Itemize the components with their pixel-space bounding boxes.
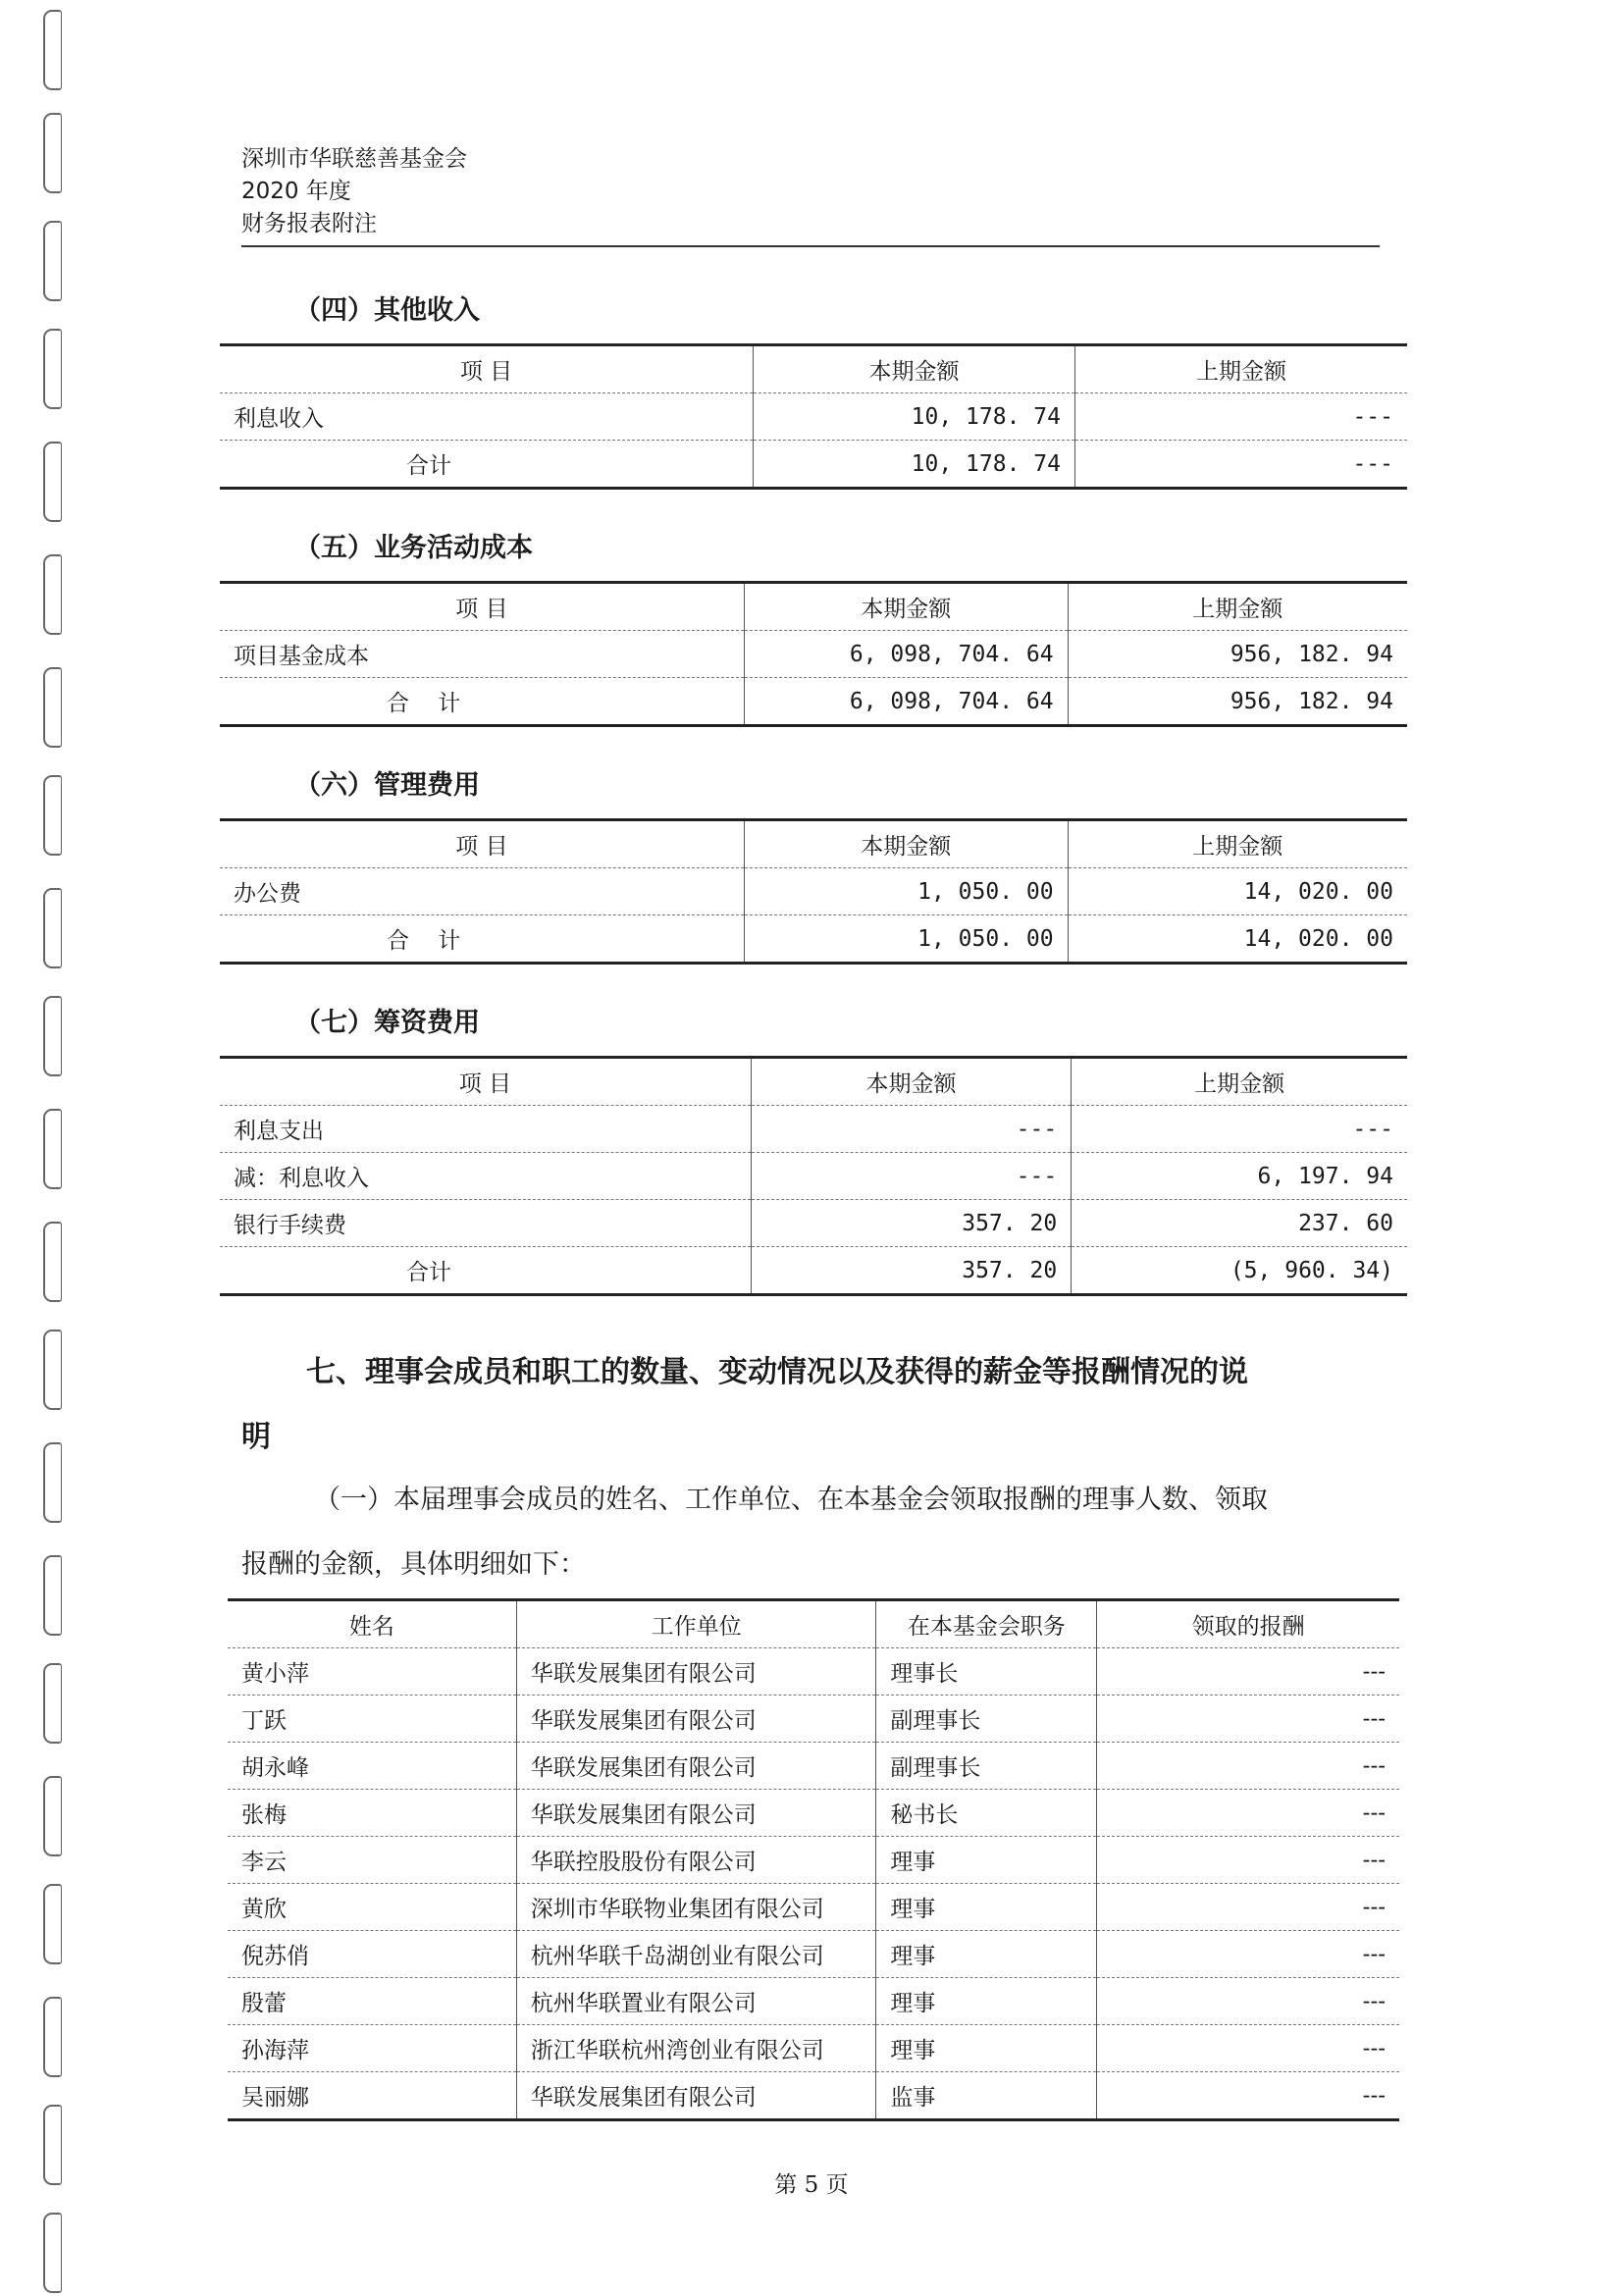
row-item: 利息支出 (220, 1106, 751, 1153)
binding-ring (43, 775, 62, 856)
binding-ring (43, 1330, 62, 1410)
table-row (228, 2025, 1399, 2072)
member-post: 理事 (876, 1837, 1097, 1884)
table-row (228, 1837, 1399, 1884)
row-item: 办公费 (220, 868, 744, 915)
member-name: 吴丽娜 (228, 2072, 516, 2120)
col-current: 本期金额 (753, 345, 1074, 393)
table-row (220, 393, 1407, 441)
admin-expense-table (220, 818, 1407, 965)
row-current: 357. 20 (751, 1247, 1071, 1295)
row-prior: 14, 020. 00 (1068, 868, 1407, 915)
table-header-row (228, 1600, 1399, 1648)
member-pay: --- (1097, 1978, 1399, 2025)
row-current: 10, 178. 74 (753, 393, 1074, 441)
member-unit: 华联发展集团有限公司 (516, 2072, 876, 2120)
row-prior: 6, 197. 94 (1072, 1153, 1407, 1200)
header-year: 2020 年度 (241, 179, 351, 204)
section-title-financing-expense: （七）筹资费用 (294, 1008, 480, 1038)
row-prior: 956, 182. 94 (1068, 678, 1407, 726)
table-row (228, 1931, 1399, 1978)
member-post: 理事 (876, 2025, 1097, 2072)
member-name: 丁跃 (228, 1696, 516, 1743)
table-header-row (220, 345, 1407, 393)
row-item: 合 计 (220, 678, 744, 726)
row-current: 357. 20 (751, 1200, 1071, 1247)
col-prior: 上期金额 (1068, 820, 1407, 868)
member-post: 秘书长 (876, 1790, 1097, 1837)
col-prior: 上期金额 (1072, 1058, 1407, 1106)
chapter-heading-line1: 七、理事会成员和职工的数量、变动情况以及获得的薪金等报酬情况的说 (306, 1355, 1248, 1389)
member-name: 张梅 (228, 1790, 516, 1837)
member-pay: --- (1097, 1837, 1399, 1884)
table-row (220, 1106, 1407, 1153)
table-row (228, 1884, 1399, 1931)
member-name: 黄欣 (228, 1884, 516, 1931)
col-prior: 上期金额 (1068, 583, 1407, 631)
col-pay: 领取的报酬 (1097, 1600, 1399, 1648)
row-item: 项目基金成本 (220, 631, 744, 678)
member-post: 监事 (876, 2072, 1097, 2120)
col-item: 项 目 (220, 1058, 751, 1106)
member-unit: 深圳市华联物业集团有限公司 (516, 1884, 876, 1931)
intro-line2: 报酬的金额，具体明细如下： (241, 1549, 586, 1580)
member-pay: --- (1097, 2025, 1399, 2072)
member-name: 胡永峰 (228, 1743, 516, 1790)
col-current: 本期金额 (744, 583, 1068, 631)
row-current: 10, 178. 74 (753, 441, 1074, 489)
member-pay: --- (1097, 1931, 1399, 1978)
header-rule (241, 245, 1380, 247)
binding-ring (43, 442, 62, 522)
binding-ring (43, 996, 62, 1076)
table-row (228, 1790, 1399, 1837)
table-row (220, 1153, 1407, 1200)
row-prior: (5, 960. 34) (1072, 1247, 1407, 1295)
binding-rings (39, 0, 69, 2296)
table-header-row (220, 1058, 1407, 1106)
table-total-row (220, 1247, 1407, 1295)
col-prior: 上期金额 (1074, 345, 1407, 393)
table-header-row (220, 583, 1407, 631)
table-row (228, 1648, 1399, 1696)
table-row (220, 868, 1407, 915)
member-unit: 杭州华联千岛湖创业有限公司 (516, 1931, 876, 1978)
member-post: 理事 (876, 1884, 1097, 1931)
row-prior: --- (1074, 441, 1407, 489)
row-prior: 237. 60 (1072, 1200, 1407, 1247)
board-members-table (228, 1598, 1399, 2121)
member-name: 孙海萍 (228, 2025, 516, 2072)
row-current: 6, 098, 704. 64 (744, 631, 1068, 678)
row-current: --- (751, 1153, 1071, 1200)
binding-ring (43, 1663, 62, 1744)
table-row (220, 1200, 1407, 1247)
col-name: 姓名 (228, 1600, 516, 1648)
section-title-business-cost: （五）业务活动成本 (294, 533, 533, 563)
page-number: 第 5 页 (774, 2172, 849, 2198)
table-row (228, 2072, 1399, 2120)
member-post: 理事 (876, 1931, 1097, 1978)
row-prior: --- (1072, 1106, 1407, 1153)
row-item: 合 计 (220, 915, 744, 964)
member-pay: --- (1097, 1648, 1399, 1696)
col-unit: 工作单位 (516, 1600, 876, 1648)
section-title-other-income: （四）其他收入 (294, 295, 480, 326)
member-unit: 浙江华联杭州湾创业有限公司 (516, 2025, 876, 2072)
other-income-table (220, 343, 1407, 490)
binding-ring (43, 329, 62, 409)
page-header (241, 143, 1380, 240)
member-unit: 华联发展集团有限公司 (516, 1696, 876, 1743)
binding-ring (43, 1776, 62, 1856)
binding-ring (43, 1997, 62, 2077)
binding-ring (43, 1442, 62, 1523)
member-unit: 华联发展集团有限公司 (516, 1648, 876, 1696)
intro-line1: （一）本届理事会成员的姓名、工作单位、在本基金会领取报酬的理事人数、领取 (314, 1485, 1268, 1515)
row-current: 1, 050. 00 (744, 868, 1068, 915)
row-item: 合计 (220, 1247, 751, 1295)
table-row (220, 631, 1407, 678)
binding-ring (43, 10, 62, 90)
member-name: 李云 (228, 1837, 516, 1884)
table-row (228, 1743, 1399, 1790)
business-cost-table (220, 581, 1407, 727)
header-doc: 财务报表附注 (241, 211, 377, 236)
member-name: 倪苏俏 (228, 1931, 516, 1978)
member-pay: --- (1097, 1790, 1399, 1837)
row-item: 银行手续费 (220, 1200, 751, 1247)
col-item: 项 目 (220, 820, 744, 868)
member-unit: 华联控股股份有限公司 (516, 1837, 876, 1884)
member-pay: --- (1097, 1884, 1399, 1931)
chapter-heading-line2: 明 (241, 1420, 271, 1454)
binding-ring (43, 2213, 62, 2293)
binding-ring (43, 667, 62, 748)
col-current: 本期金额 (744, 820, 1068, 868)
member-post: 理事 (876, 1978, 1097, 2025)
row-current: 6, 098, 704. 64 (744, 678, 1068, 726)
row-item: 合计 (220, 441, 753, 489)
table-total-row (220, 915, 1407, 964)
table-total-row (220, 441, 1407, 489)
row-item: 减：利息收入 (220, 1153, 751, 1200)
col-item: 项 目 (220, 583, 744, 631)
binding-ring (43, 1109, 62, 1189)
financing-expense-table (220, 1056, 1407, 1296)
table-row (228, 1696, 1399, 1743)
row-item: 利息收入 (220, 393, 753, 441)
member-name: 殷蕾 (228, 1978, 516, 2025)
member-pay: --- (1097, 1696, 1399, 1743)
member-post: 副理事长 (876, 1743, 1097, 1790)
member-post: 副理事长 (876, 1696, 1097, 1743)
member-name: 黄小萍 (228, 1648, 516, 1696)
binding-ring (43, 554, 62, 635)
binding-ring (43, 1222, 62, 1302)
table-row (228, 1978, 1399, 2025)
col-item: 项 目 (220, 345, 753, 393)
table-total-row (220, 678, 1407, 726)
row-prior: 956, 182. 94 (1068, 631, 1407, 678)
binding-ring (43, 888, 62, 968)
header-org: 深圳市华联慈善基金会 (241, 146, 467, 172)
table-header-row (220, 820, 1407, 868)
binding-ring (43, 113, 62, 193)
row-current: 1, 050. 00 (744, 915, 1068, 964)
col-current: 本期金额 (751, 1058, 1071, 1106)
section-title-admin-expense: （六）管理费用 (294, 770, 480, 801)
binding-ring (43, 1555, 62, 1636)
member-unit: 华联发展集团有限公司 (516, 1743, 876, 1790)
member-pay: --- (1097, 1743, 1399, 1790)
member-unit: 华联发展集团有限公司 (516, 1790, 876, 1837)
member-pay: --- (1097, 2072, 1399, 2120)
binding-ring (43, 221, 62, 301)
member-post: 理事长 (876, 1648, 1097, 1696)
binding-ring (43, 1884, 62, 1964)
col-post: 在本基金会职务 (876, 1600, 1097, 1648)
row-prior: --- (1074, 393, 1407, 441)
member-unit: 杭州华联置业有限公司 (516, 1978, 876, 2025)
row-prior: 14, 020. 00 (1068, 915, 1407, 964)
row-current: --- (751, 1106, 1071, 1153)
